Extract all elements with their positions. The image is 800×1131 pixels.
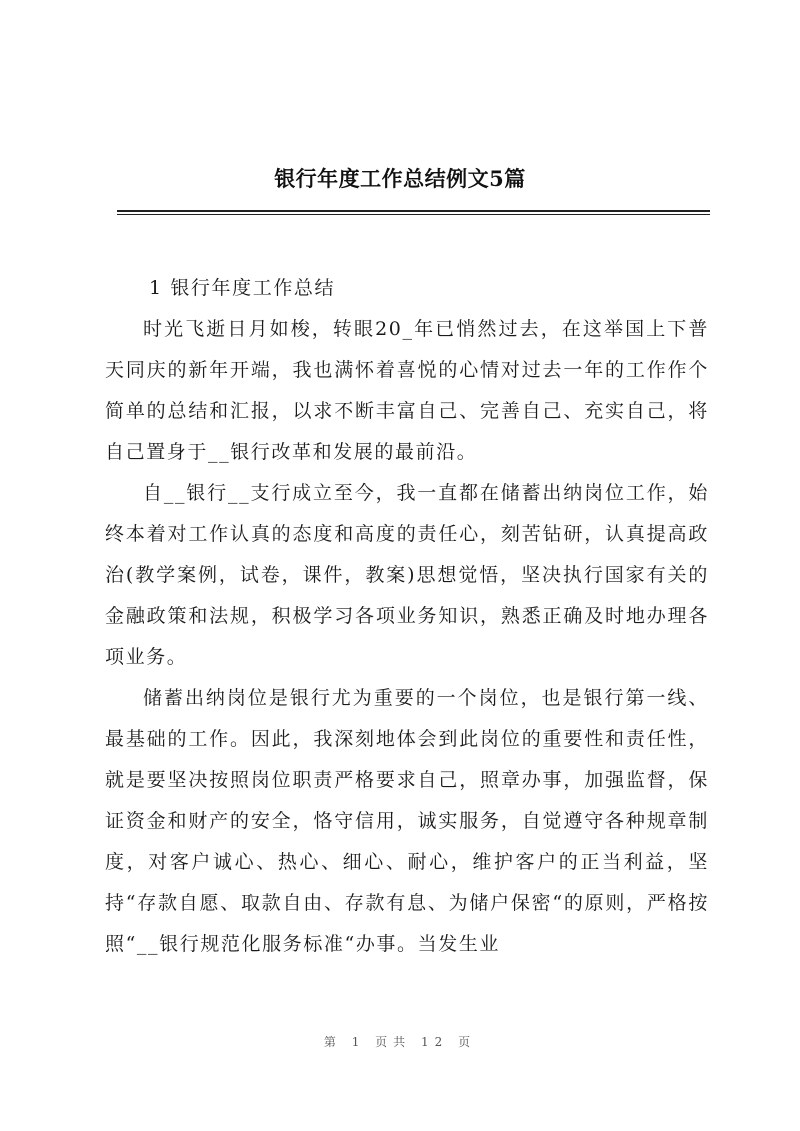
paragraph-3: 储蓄出纳岗位是银行尤为重要的一个岗位，也是银行第一线、最基础的工作。因此，我深刻地体会到此岗位的重要性和责任性，就是要坚决按照岗位职责严格要求自己，照章办事，加强监督，保证资金和财产的安全，恪守信用，诚实服务，自觉遵守各种规章制度，对客户诚心、热心、细心、耐心，维护客户的正当利益，坚持“存款自愿、取款自由、存款有息、为储户保密“的原则，严格按照“__银行规范化服务标准“办事。当发生业 xyxy=(105,687,709,955)
title-rule-thick xyxy=(117,210,710,212)
document-body xyxy=(105,268,709,965)
document-title: 银行年度工作总结例文5篇 xyxy=(274,166,526,191)
section-heading: 1 银行年度工作总结 xyxy=(149,277,336,299)
paragraph-2: 自__银行__支行成立至今，我一直都在储蓄出纳岗位工作，始终本着对工作认真的态度和高度的责任心，刻苦钻研，认真提高政治(教学案例，试卷，课件，教案)思想觉悟，坚决执行国家有关的金融政策和法规，积极学习各项业务知识，熟悉正确及时地办理各项业务。 xyxy=(105,482,709,668)
title-rule-thin xyxy=(117,214,710,215)
paragraph-1: 时光飞逝日月如梭，转眼20_年已悄然过去，在这举国上下普天同庆的新年开端，我也满怀着喜悦的心情对过去一年的工作作个简单的总结和汇报，以求不断丰富自己、完善自己、充实自己，将自己置身于__银行改革和发展的最前沿。 xyxy=(105,318,709,463)
page-footer: 第 1 页共 12 页 xyxy=(323,1035,477,1049)
